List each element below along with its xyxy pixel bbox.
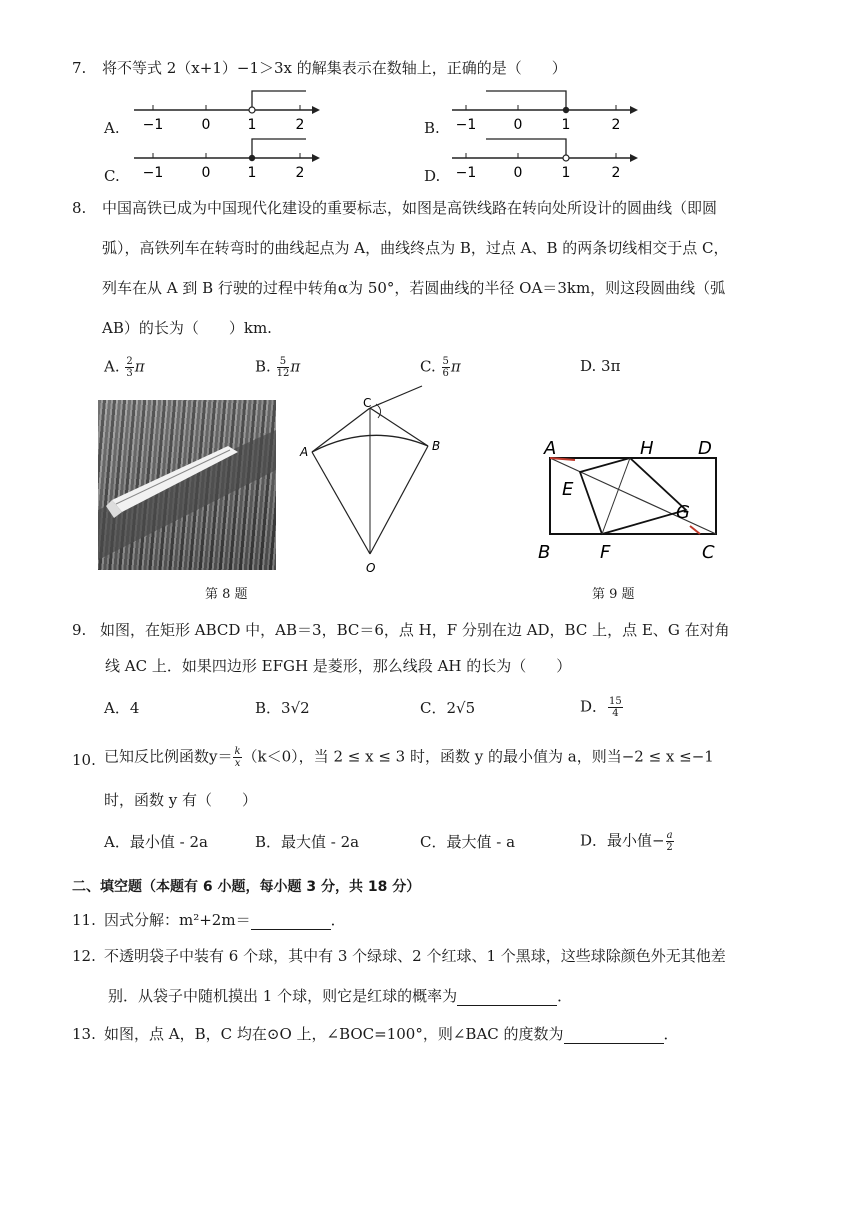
tick-label: −1: [455, 117, 477, 133]
number-line-d: [446, 132, 646, 184]
q10-number: 10.: [72, 751, 96, 769]
point-label-c: C: [702, 542, 715, 563]
q9-number: 9.: [72, 621, 87, 639]
q12-number: 12.: [72, 947, 96, 965]
q10-option-a: A．最小值 - 2a: [104, 833, 208, 851]
high-speed-train-photo: [98, 400, 276, 570]
q12-line-1: 不透明袋子中装有 6 个球，其中有 3 个绿球、2 个红球、1 个黑球，这些球除颜色外无其他差: [104, 947, 726, 965]
q10-line-1: 已知反比例函数y＝ $\frac{k}{x}$ （k＜0），当 2 ≤ x ≤ 3 时，函数 y 的最小值为 a，则当−2 ≤ x ≤−1: [104, 746, 714, 769]
tick-label: 0: [513, 117, 523, 133]
q7-option-b-label: B.: [424, 119, 440, 137]
q8-line-2: 弧），高铁列车在转弯时的曲线起点为 A，曲线终点为 B，过点 A、B 的两条切线相交于点 C，: [102, 239, 729, 257]
q8-line-4: AB）的长为（ ）km.: [102, 319, 272, 337]
section-heading: 二、填空题（本题有 6 小题，每小题 3 分，共 18 分）: [72, 879, 421, 895]
q9-option-d: D． $\frac{15}{4}$: [580, 696, 622, 719]
point-label-b: B: [432, 439, 440, 453]
tick-label: 1: [561, 117, 571, 133]
tick-label: −1: [142, 165, 164, 181]
point-label-e: E: [562, 479, 574, 500]
q9-line-2: 线 AC 上．如果四边形 EFGH 是菱形，那么线段 AH 的长为（ ）: [105, 657, 572, 675]
q10-option-c: C．最大值 - a: [420, 833, 516, 851]
tick-label: 2: [295, 117, 305, 133]
tick-label: 2: [611, 165, 621, 181]
point-label-a: A: [544, 438, 557, 459]
q8-line-3: 列车在从 A 到 B 行驶的过程中转角α为 50°，若圆曲线的半径 OA＝3km，则这段圆曲线（弧: [102, 279, 726, 297]
q8-line-1: 中国高铁已成为中国现代化建设的重要标志，如图是高铁线路在转向处所设计的圆曲线（即圆: [102, 199, 718, 217]
q8-option-b: B. $\frac{5}{12}$ π: [255, 356, 301, 379]
q7-option-a-label: A.: [104, 119, 120, 137]
point-label-h: H: [640, 438, 654, 459]
q7-option-d-label: D.: [424, 167, 441, 185]
answer-blank: [457, 991, 557, 1006]
q8-option-c: C. $\frac{5}{6}$ π: [420, 356, 461, 379]
q8-option-d: D. 3π: [580, 357, 621, 375]
tick-label: 1: [247, 165, 257, 181]
q8-number: 8.: [72, 199, 87, 217]
q9-option-c: C．2√5: [420, 699, 476, 717]
tick-label: 2: [611, 117, 621, 133]
tick-label: 2: [295, 165, 305, 181]
q13-number: 13.: [72, 1025, 96, 1043]
point-label-f: F: [600, 542, 611, 563]
tick-label: −1: [455, 165, 477, 181]
q8-figure-caption: 第 8 题: [205, 587, 248, 602]
tick-label: 1: [247, 117, 257, 133]
number-line-b: [446, 84, 646, 136]
q11-number: 11.: [72, 911, 96, 929]
q9-rectangle-diagram: [530, 430, 730, 570]
point-label-a: A: [300, 445, 309, 459]
q7-number: 7.: [72, 59, 87, 77]
q11-text: 因式分解：m²+2m＝ ．: [104, 911, 346, 929]
tick-label: 0: [513, 165, 523, 181]
q10-line-2: 时，函数 y 有（ ）: [104, 791, 258, 809]
q9-figure-caption: 第 9 题: [592, 587, 635, 602]
number-line-a: [128, 84, 328, 136]
point-label-d: D: [698, 438, 712, 459]
q7-option-c-label: C.: [104, 167, 120, 185]
number-line-c: [128, 132, 328, 184]
q7-stem: 将不等式 2（x+1）−1＞3x 的解集表示在数轴上，正确的是（ ）: [102, 59, 567, 77]
point-label-b: B: [538, 542, 551, 563]
tick-label: −1: [142, 117, 164, 133]
q9-option-b: B．3√2: [255, 699, 310, 717]
point-label-c: C: [363, 396, 372, 410]
answer-blank: [564, 1029, 664, 1044]
q12-line-2: 别．从袋子中随机摸出 1 个球，则它是红球的概率为 ．: [108, 987, 573, 1005]
q8-arc-diagram: [290, 382, 440, 582]
point-label-o: O: [366, 561, 376, 575]
tick-label: 1: [561, 165, 571, 181]
q10-option-d: D．最小值− $\frac{a}{2}$: [580, 830, 673, 853]
tick-label: 0: [201, 165, 211, 181]
q13-text: 如图，点 A，B，C 均在⊙O 上，∠BOC=100°，则∠BAC 的度数为 ．: [104, 1025, 679, 1043]
q9-option-a: A．4: [104, 699, 140, 717]
q8-option-a: A. $\frac{2}{3}$ π: [104, 356, 145, 379]
q10-option-b: B．最大值 - 2a: [255, 833, 360, 851]
tick-label: 0: [201, 117, 211, 133]
answer-blank: [251, 915, 331, 930]
point-label-g: G: [676, 502, 690, 523]
q9-line-1: 如图，在矩形 ABCD 中，AB＝3，BC＝6，点 H，F 分别在边 AD，BC 上，点 E、G 在对角: [100, 621, 730, 639]
